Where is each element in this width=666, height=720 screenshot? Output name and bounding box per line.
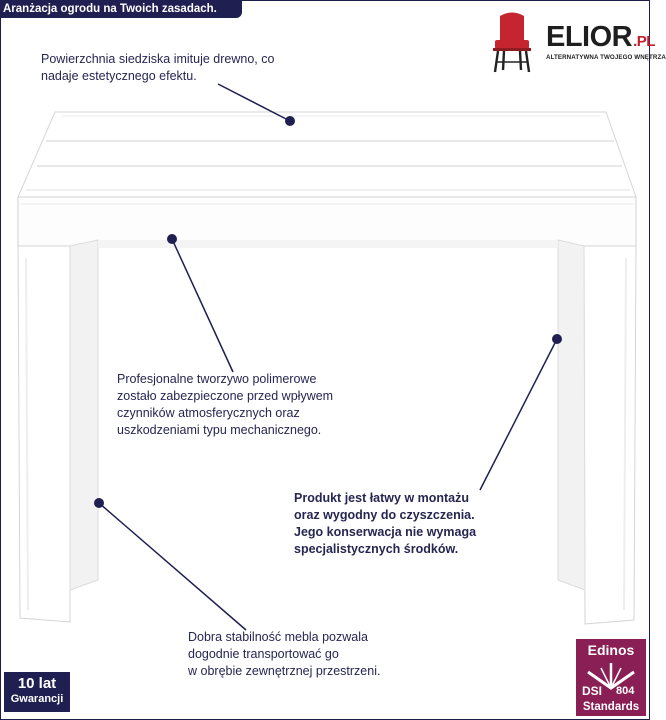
callout-line: Profesjonalne tworzywo polimerowe	[117, 372, 317, 386]
logo-wordmark	[546, 22, 655, 57]
guarantee-label: Gwarancji	[10, 693, 64, 705]
callout-line: czynników atmosferycznych oraz	[117, 406, 300, 420]
callout-line: specjalistycznych środków.	[294, 542, 459, 556]
edinos-code-number: 804	[616, 685, 635, 697]
callout-stability	[188, 629, 448, 680]
edinos-certificate-badge	[576, 639, 646, 716]
edinos-standards-label: Standards	[582, 701, 640, 713]
top-banner: Aranżacja ogrodu na Twoich zasadach.	[0, 0, 242, 18]
chair-icon	[484, 10, 540, 74]
callout-line: oraz wygodny do czyszczenia.	[294, 508, 475, 522]
table-top-surface	[18, 112, 636, 197]
callout-line: nadaje estetycznego efektu.	[41, 69, 197, 83]
edinos-code-prefix: DSI	[582, 684, 603, 698]
callout-line: uszkodzeniami typu mechanicznego.	[117, 423, 322, 437]
callout-line: w obrębie zewnętrznej przestrzeni.	[188, 664, 381, 678]
elior-logo[interactable]	[484, 10, 666, 76]
callout-line: Dobra stabilność mebla pozwala	[188, 630, 368, 644]
callout-material	[117, 371, 387, 439]
right-leg-side	[558, 240, 585, 590]
callout-line: zostało zabezpieczone przed wpływem	[117, 389, 334, 403]
guarantee-badge	[4, 672, 70, 712]
logo-tagline: ALTERNATYWNA TWOJEGO WNĘTRZA	[546, 54, 666, 61]
left-leg-side	[70, 240, 98, 590]
callout-assembly	[294, 490, 514, 558]
logo-tld: .PL	[633, 33, 655, 50]
logo-brand: ELIOR	[546, 21, 633, 53]
right-front-leg	[584, 246, 636, 624]
edinos-brand: Edinos	[587, 642, 635, 658]
callout-line: Powierzchnia siedziska imituje drewno, co	[41, 52, 275, 66]
underside-shadow	[98, 240, 558, 248]
callout-line: Jego konserwacja nie wymaga	[294, 525, 477, 539]
callout-line: Produkt jest łatwy w montażu	[294, 491, 470, 505]
callout-surface	[41, 51, 341, 85]
callout-line: dogodnie transportować go	[188, 647, 339, 661]
guarantee-years: 10 lat	[17, 675, 57, 692]
